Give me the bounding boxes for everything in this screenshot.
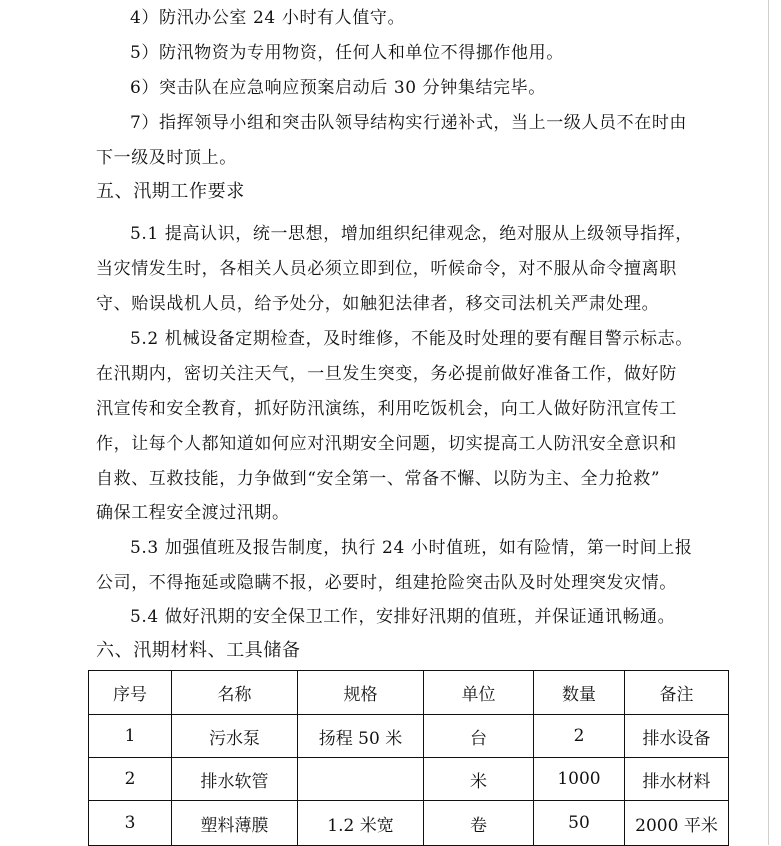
table-cell-remarks: 2000 平米 [625,801,729,846]
section-5-4-line-1: 5.4 做好汛期的安全保卫工作，安排好汛期的值班，并保证通讯畅通。 [130,607,676,627]
section-5-heading: 五、汛期工作要求 [96,181,245,202]
table-cell-spec: 1.2 米宽 [298,801,424,846]
table-cell-name: 污水泵 [172,715,298,758]
table-cell-unit: 米 [424,758,534,801]
table-cell-name: 排水软管 [172,758,298,801]
paragraph-item-6: 6）突击队在应急响应预案启动后 30 分钟集结完毕。 [130,78,546,98]
paragraph-item-5: 5）防汛物资为专用物资，任何人和单位不得挪作他用。 [130,43,564,63]
section-5-3-line-1: 5.3 加强值班及报告制度，执行 24 小时值班，如有险情，第一时间上报 [130,538,693,558]
paragraph-item-7-line-1: 7）指挥领导小组和突击队领导结构实行递补式，当上一级人员不在时由 [130,113,688,133]
table-cell-index: 1 [89,715,172,758]
header-cell-unit: 单位 [424,671,534,715]
section-5-2-line-3: 汛宣传和安全教育，抓好防汛演练，利用吃饭机会，向工人做好防汛宣传工 [96,399,677,419]
section-5-2-line-1: 5.2 机械设备定期检查，及时维修，不能及时处理的要有醒目警示标志。 [130,329,693,349]
table-cell-unit: 卷 [424,801,534,846]
header-cell-name: 名称 [172,671,298,715]
table-row [89,758,729,801]
table-cell-index: 2 [89,758,172,801]
table-cell-name: 塑料薄膜 [172,801,298,846]
table-cell-quantity: 2 [534,715,625,758]
table-header-row [89,671,729,715]
table-cell-index: 3 [89,801,172,846]
table-cell-remarks: 排水设备 [625,715,729,758]
header-cell-index: 序号 [89,671,172,715]
table-cell-spec [298,758,424,801]
section-5-1-line-2: 当灾情发生时，各相关人员必须立即到位，听候命令，对不服从命令擅离职 [96,259,677,279]
header-cell-remarks: 备注 [625,671,729,715]
table-cell-remarks: 排水材料 [625,758,729,801]
table-cell-unit: 台 [424,715,534,758]
table-cell-spec: 扬程 50 米 [298,715,424,758]
section-5-1-line-3: 守、贻误战机人员，给予处分，如触犯法律者，移交司法机关严肃处理。 [96,294,660,314]
header-cell-quantity: 数量 [534,671,625,715]
materials-table [88,670,729,846]
section-5-2-line-2: 在汛期内，密切关注天气，一旦发生突变，务必提前做好准备工作，做好防 [96,364,677,384]
table-cell-quantity: 50 [534,801,625,846]
header-cell-spec: 规格 [298,671,424,715]
section-6-heading: 六、汛期材料、工具储备 [96,640,301,661]
section-5-3-line-2: 公司，不得拖延或隐瞒不报，必要时，组建抢险突击队及时处理突发灾情。 [96,573,677,593]
paragraph-item-4: 4）防汛办公室 24 小时有人值守。 [130,8,406,28]
table-row [89,715,729,758]
table-cell-quantity: 1000 [534,758,625,801]
table-row [89,801,729,846]
page-edge-divider [768,0,769,845]
section-5-2-line-5: 自救、互救技能，力争做到“安全第一、常备不懈、以防为主、全力抢救” [96,469,661,489]
section-5-2-line-4: 作，让每个人都知道如何应对汛期安全问题，切实提高工人防汛安全意识和 [96,434,677,454]
section-5-2-line-6: 确保工程安全渡过汛期。 [96,503,290,523]
paragraph-item-7-line-2: 下一级及时顶上。 [96,148,237,168]
section-5-1-line-1: 5.1 提高认识，统一思想，增加组织纪律观念，绝对服从上级领导指挥， [130,224,693,244]
